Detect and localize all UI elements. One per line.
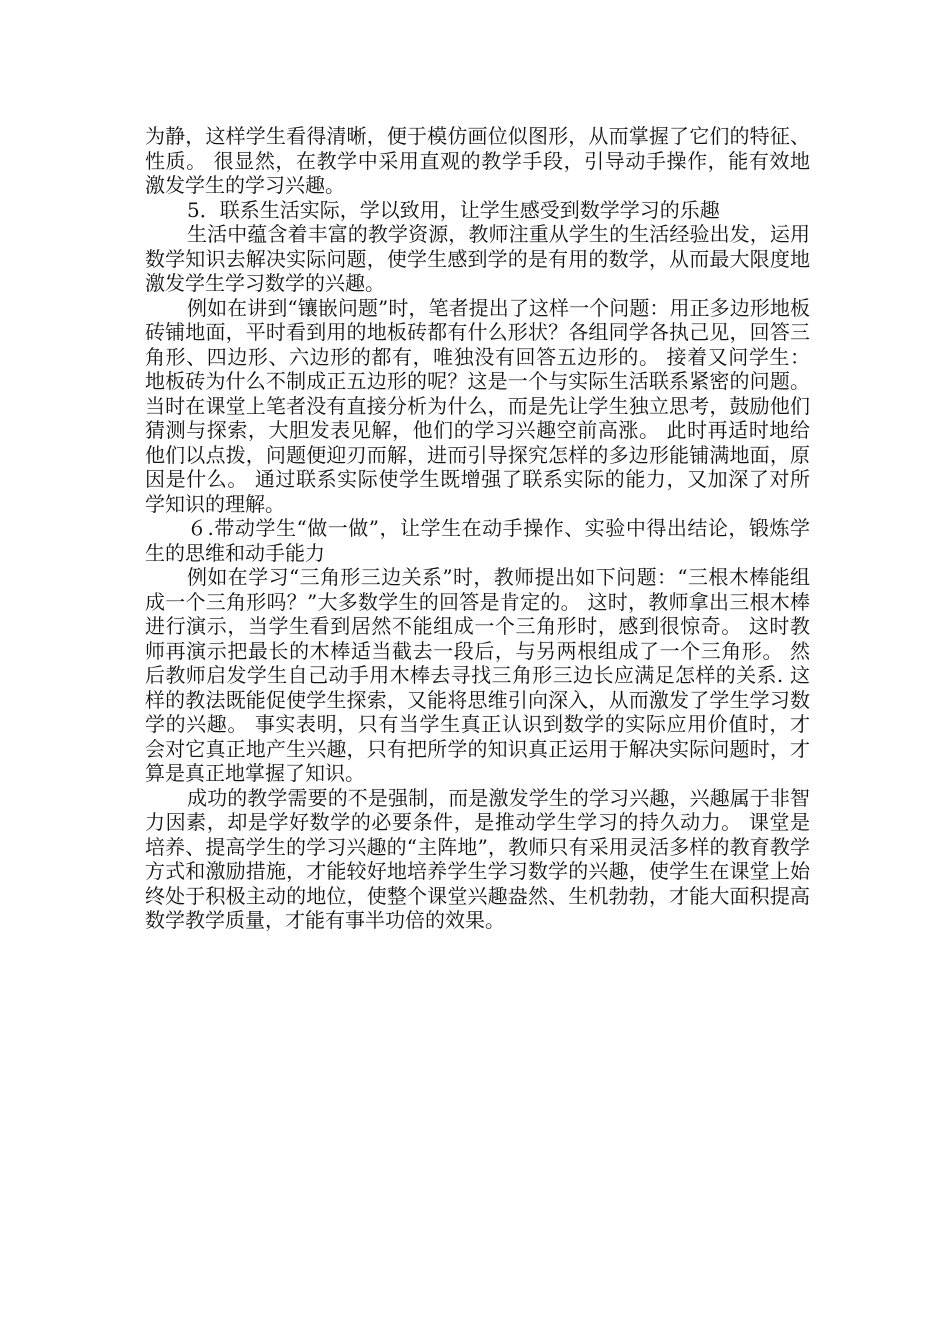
paragraph: 例如在学习“三角形三边关系”时，教师提出如下问题：“三根木棒能组成一个三角形吗？”大多数学生的回答是肯定的。 这时，教师拿出三根木棒进行演示，当学生看到居然不能组成一个三角形时，感到很惊奇。 这时教师再演示把最长的木棒适当截去一段后，与另两根组成了一个三角形。 然后教师启发学生自己动手用木棒去寻找三角形三边长应满足怎样的关系. 这样的教法既能促使学生探索，又能将思维引向深入，从而激发了学生学习数学的兴趣。 事实表明，只有当学生真正认识到数学的实际应用价值时，才会对它真正地产生兴趣，只有把所学的知识真正运用于解决实际问题时，才算是真正地掌握了知识。 (145, 565, 810, 785)
paragraph: 成功的教学需要的不是强制，而是激发学生的学习兴趣，兴趣属于非智力因素，却是学好数学的必要条件，是推动学生学习的持久动力。 课堂是培养、提高学生的学习兴趣的“主阵地”，教师只有采用灵活多样的教育教学方式和激励措施，才能较好地培养学生学习数学的兴趣，使学生在课堂上始终处于积极主动的地位，使整个课堂兴趣盎然、生机勃勃，才能大面积提高数学教学质量，才能有事半功倍的效果。 (145, 785, 810, 932)
paragraph: 为静，这样学生看得清晰，便于模仿画位似图形，从而掌握了它们的特征、性质。 很显然，在教学中采用直观的教学手段，引导动手操作，能有效地激发学生的学习兴趣。 (145, 124, 810, 197)
document-body (145, 124, 810, 933)
section-heading-5: 5．联系生活实际，学以致用，让学生感受到数学学习的乐趣 (187, 197, 720, 222)
section-heading-6: ６.带动学生“做一做”，让学生在动手操作、实验中得出结论，锻炼学生的思维和动手能力 (145, 516, 810, 565)
paragraph: 例如在讲到“镶嵌问题”时，笔者提出了这样一个问题：用正多边形地板砖铺地面，平时看到用的地板砖都有什么形状？各组同学各执己见，回答三角形、四边形、六边形的都有，唯独没有回答五边形的。 接着又问学生：地板砖为什么不制成正五边形的呢？这是一个与实际生活联系紧密的问题。 当时在课堂上笔者没有直接分析为什么，而是先让学生独立思考，鼓励他们猜测与探索，大胆发表见解，他们的学习兴趣空前高涨。 此时再适时地给他们以点拨，问题便迎刃而解，进而引导探究怎样的多边形能铺满地面，原因是什么。 通过联系实际使学生既增强了联系实际的能力，又加深了对所学知识的理解。 (145, 295, 810, 516)
paragraph: 生活中蕴含着丰富的教学资源，教师注重从学生的生活经验出发，运用数学知识去解决实际问题，使学生感到学的是有用的数学，从而最大限度地激发学生学习数学的兴趣。 (145, 222, 810, 295)
